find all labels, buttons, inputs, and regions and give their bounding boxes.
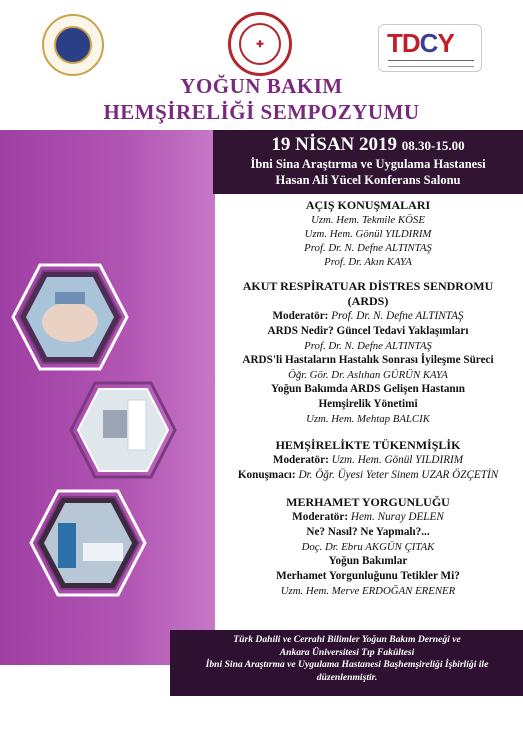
hexagon-photo-3 [28, 488, 148, 598]
ards-talk-2: ARDS'li Hastaların Hastalık Sonrası İyileşme Süreci [242, 354, 494, 366]
footer-line-4: düzenlenmiştir. [316, 671, 378, 683]
organizer-footer [175, 634, 519, 684]
event-time: 08.30-15.00 [401, 138, 465, 153]
compassion-talk-1: Ne? Nasıl? Ne Yapmalı?... [306, 526, 430, 538]
burnout-title: HEMŞİRELİKTE TÜKENMİŞLİK [275, 438, 461, 452]
ards-talk-1-speaker: Prof. Dr. N. Defne ALTINTAŞ [304, 340, 432, 352]
event-date: 19 NİSAN 2019 08.30-15.00 [271, 134, 465, 155]
venue-line-2: Hasan Ali Yücel Konferans Salonu [275, 173, 461, 187]
hexagon-photo-1 [10, 262, 130, 372]
ards-talk-3-speaker: Uzm. Hem. Mehtap BALCIK [306, 413, 430, 425]
ards-moderator: Moderatör: Prof. Dr. N. Defne ALTINTAŞ [272, 310, 464, 322]
medical-faculty-logo: ✚ [228, 12, 292, 76]
tdcy-logo [378, 24, 482, 72]
event-header [213, 130, 523, 194]
opening-speaker: Prof. Dr. Akın KAYA [324, 256, 412, 268]
title-line-1: YOĞUN BAKIM [180, 74, 343, 98]
footer-line-1: Türk Dahili ve Cerrahi Bilimler Yoğun Bakım Derneği ve [233, 634, 461, 645]
tdcy-logo-text: TDCY [387, 28, 454, 58]
ards-talk-3-line-1: Yoğun Bakımda ARDS Gelişen Hastanın [271, 383, 465, 395]
ankara-university-logo [42, 14, 104, 76]
compassion-talk-2-line-1: Yoğun Bakımlar [328, 555, 408, 567]
footer-line-3: İbni Sina Araştırma ve Uygulama Hastanesi Başhemşireliği İşbirliği ile [205, 659, 489, 670]
ards-title-abbr: (ARDS) [347, 294, 389, 308]
ards-talk-3-line-2: Hemşirelik Yönetimi [318, 398, 418, 410]
program [213, 196, 523, 598]
ards-talk-1: ARDS Nedir? Güncel Tedavi Yaklaşımları [267, 325, 469, 337]
compassion-talk-2-speaker: Uzm. Hem. Merve ERDOĞAN ERENER [280, 585, 456, 597]
compassion-moderator: Moderatör: Hem. Nuray DELEN [292, 511, 444, 523]
compassion-talk-2-line-2: Merhamet Yorgunluğunu Tetikler Mi? [276, 570, 460, 582]
burnout-speaker: Konuşmacı: Dr. Öğr. Üyesi Yeter Sinem UZAR ÖZÇETİN [237, 469, 499, 481]
compassion-title: MERHAMET YORGUNLUĞU [286, 495, 450, 509]
hexagon-photo-2 [68, 380, 178, 480]
footer-line-2: Ankara Üniversitesi Tıp Fakültesi [279, 646, 415, 658]
opening-title: AÇIŞ KONUŞMALARI [305, 198, 431, 212]
burnout-moderator: Moderatör: Uzm. Hem. Gönül YILDIRIM [272, 454, 464, 466]
opening-speaker: Prof. Dr. N. Defne ALTINTAŞ [304, 242, 432, 254]
ards-title: AKUT RESPİRATUAR DİSTRES SENDROMU [242, 279, 494, 293]
opening-speaker: Uzm. Hem. Tekmile KÖSE [311, 214, 425, 226]
ards-talk-2-speaker: Öğr. Gör. Dr. Aslıhan GÜRÜN KAYA [288, 369, 448, 381]
title-line-2: HEMŞİRELİĞİ SEMPOZYUMU [103, 100, 420, 124]
compassion-talk-1-speaker: Doç. Dr. Ebru AKGÜN ÇITAK [301, 541, 435, 553]
opening-speaker: Uzm. Hem. Gönül YILDIRIM [304, 228, 432, 240]
venue-line-1: İbni Sina Araştırma ve Uygulama Hastanesi [250, 157, 486, 171]
